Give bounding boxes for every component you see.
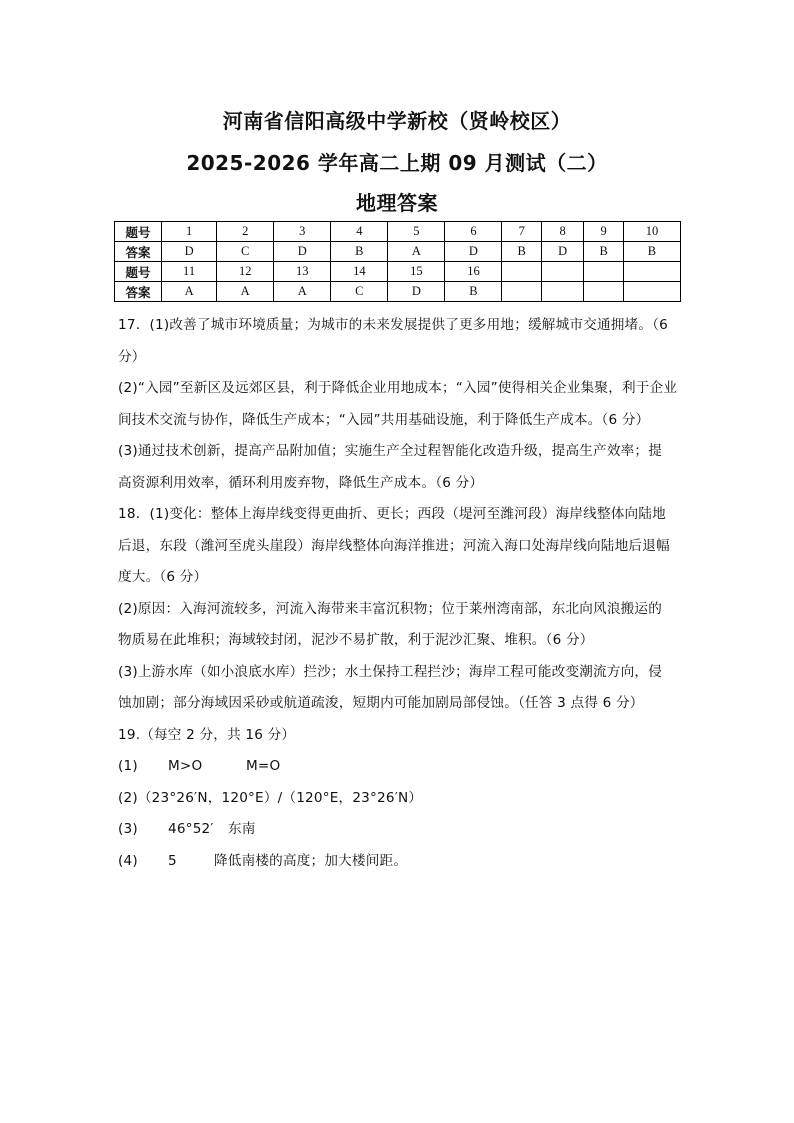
table-cell: B — [584, 242, 624, 262]
answer-text-line: 分） — [118, 348, 146, 365]
answer-text-line: 间技术交流与协作，降低生产成本；“入园”共用基础设施，利于降低生产成本。（6 分） — [118, 411, 650, 428]
answer: 降低南楼的高度；加大楼间距。 — [214, 852, 408, 869]
answer-text-line: (3)通过技术创新，提高产品附加值；实施生产全过程智能化改造升级，提高生产效率；提 — [118, 443, 663, 459]
table-cell — [541, 262, 583, 282]
answer-text-line: 高资源利用效率，循环利用废弃物，降低生产成本。（6 分） — [118, 474, 484, 491]
row-label: 题号 — [115, 262, 162, 282]
table-row — [115, 282, 681, 302]
answer-text-line: 17．(1)改善了城市环境质量；为城市的未来发展提供了更多用地；缓解城市交通拥堵。（6 — [118, 317, 668, 333]
table-cell: D — [274, 242, 331, 262]
table-cell: 11 — [162, 262, 217, 282]
table-cell: 10 — [623, 222, 680, 242]
part-label: (1) — [118, 758, 138, 774]
table-cell: 12 — [217, 262, 274, 282]
answer-body — [118, 314, 688, 881]
table-cell — [584, 282, 624, 302]
table-cell — [623, 262, 680, 282]
table-cell: A — [162, 282, 217, 302]
answer-text-line: 物质易在此堆积；海域较封闭，泥沙不易扩散，利于泥沙汇聚、堆积。（6 分） — [118, 632, 594, 648]
answer-table — [114, 221, 681, 302]
table-cell — [623, 282, 680, 302]
answer-text-line: 18．(1)变化：整体上海岸线变得更曲折、更长；西段（堤河至潍河段）海岸线整体向陆地 — [118, 506, 666, 522]
part-label: (2) — [118, 789, 138, 806]
table-cell: B — [502, 242, 542, 262]
table-cell: 9 — [584, 222, 624, 242]
answer: M=O — [246, 758, 281, 774]
answer: 5 — [168, 852, 177, 869]
part-label: (3) — [118, 821, 138, 837]
answer-text-line: 蚀加剧；部分海域因采砂或航道疏浚，短期内可能加剧局部侵蚀。（任答 3 点得 6 分） — [118, 695, 644, 711]
table-cell — [541, 282, 583, 302]
table-cell: D — [162, 242, 217, 262]
table-cell: 16 — [445, 262, 502, 282]
answer-text-line: 后退，东段（潍河至虎头崖段）海岸线整体向海洋推进；河流入海口处海岸线向陆地后退幅 — [118, 537, 670, 554]
table-cell: 7 — [502, 222, 542, 242]
row-label: 答案 — [115, 282, 162, 302]
table-cell — [502, 282, 542, 302]
answer-text-line: (2)“入园”至新区及远郊区县，利于降低企业用地成本；“入园”使得相关企业集聚，利于企业 — [118, 380, 678, 396]
exam-title: 2025-2026 学年高二上期 09 月测试（二） — [186, 151, 608, 175]
table-cell: 4 — [331, 222, 388, 242]
table-cell: D — [541, 242, 583, 262]
table-row — [115, 262, 681, 282]
school-title: 河南省信阳高级中学新校（贤岭校区） — [222, 109, 572, 133]
q19-part-2 — [118, 787, 688, 819]
table-cell: B — [445, 282, 502, 302]
table-cell: A — [274, 282, 331, 302]
q19-part-4 — [118, 850, 688, 882]
q19-part-3 — [118, 818, 688, 850]
answer: 46°52′ — [168, 821, 214, 837]
table-cell: B — [623, 242, 680, 262]
table-cell: 14 — [331, 262, 388, 282]
answer-text-line: (2)原因：入海河流较多，河流入海带来丰富沉积物；位于莱州湾南部，东北向风浪搬运的 — [118, 600, 663, 617]
table-cell: B — [331, 242, 388, 262]
part-label: (4) — [118, 852, 138, 869]
table-cell: C — [217, 242, 274, 262]
table-row — [115, 222, 681, 242]
q19-part-1 — [118, 755, 688, 787]
table-cell: 15 — [388, 262, 445, 282]
table-cell: 13 — [274, 262, 331, 282]
answer-text-line: 19.（每空 2 分，共 16 分） — [118, 726, 296, 743]
answer-text-line: 度大。（6 分） — [118, 569, 208, 585]
table-cell: D — [388, 282, 445, 302]
table-cell — [502, 262, 542, 282]
answer-text-line: (3)上游水库（如小浪底水库）拦沙；水土保持工程拦沙；海岸工程可能改变潮流方向，侵 — [118, 663, 663, 680]
table-cell: 5 — [388, 222, 445, 242]
subject-title: 地理答案 — [356, 191, 438, 215]
table-cell: A — [217, 282, 274, 302]
table-row — [115, 242, 681, 262]
answer: （23°26′N，120°E）/（120°E，23°26′N） — [137, 789, 423, 806]
table-cell: 2 — [217, 222, 274, 242]
row-label: 答案 — [115, 242, 162, 262]
table-cell: A — [388, 242, 445, 262]
table-cell: 6 — [445, 222, 502, 242]
table-cell — [584, 262, 624, 282]
row-label: 题号 — [115, 222, 162, 242]
table-cell: 8 — [541, 222, 583, 242]
table-cell: C — [331, 282, 388, 302]
answer: M>O — [168, 758, 203, 774]
answer: 东南 — [228, 821, 256, 837]
table-cell: 1 — [162, 222, 217, 242]
table-cell: 3 — [274, 222, 331, 242]
table-cell: D — [445, 242, 502, 262]
